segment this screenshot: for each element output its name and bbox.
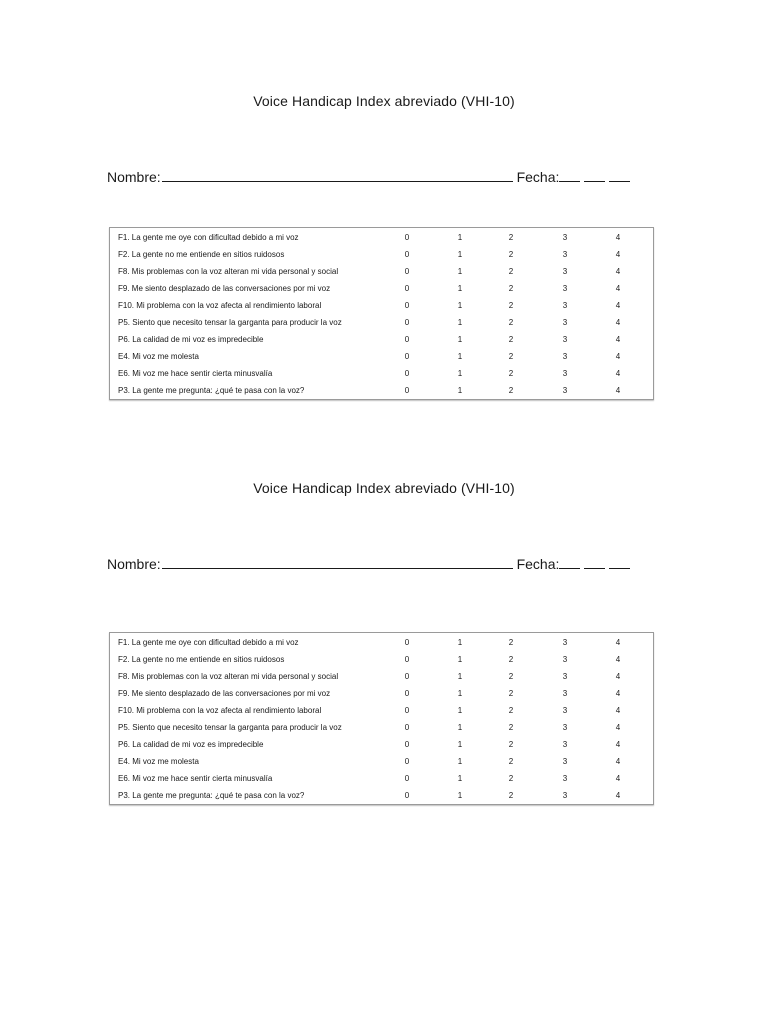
score-option-2[interactable]: 2 xyxy=(508,774,514,783)
score-option-1[interactable]: 1 xyxy=(457,369,463,378)
item-row xyxy=(110,668,653,685)
score-option-1[interactable]: 1 xyxy=(457,318,463,327)
item-text: F10. Mi problema con la voz afecta al rendimiento laboral xyxy=(118,301,322,310)
item-text: E6. Mi voz me hace sentir cierta minusvalía xyxy=(118,369,273,378)
score-option-3[interactable]: 3 xyxy=(562,740,568,749)
item-text: F9. Me siento desplazado de las conversaciones por mi voz xyxy=(118,689,331,698)
score-option-1[interactable]: 1 xyxy=(457,655,463,664)
item-row xyxy=(110,246,653,263)
score-option-1[interactable]: 1 xyxy=(457,352,463,361)
score-option-2[interactable]: 2 xyxy=(508,233,514,242)
score-option-1[interactable]: 1 xyxy=(457,672,463,681)
score-option-2[interactable]: 2 xyxy=(508,655,514,664)
score-option-3[interactable]: 3 xyxy=(562,672,568,681)
score-option-4[interactable]: 4 xyxy=(615,284,621,293)
score-option-4[interactable]: 4 xyxy=(615,233,621,242)
score-option-4[interactable]: 4 xyxy=(615,655,621,664)
score-option-0[interactable]: 0 xyxy=(404,267,410,276)
score-option-3[interactable]: 3 xyxy=(562,757,568,766)
score-option-0[interactable]: 0 xyxy=(404,655,410,664)
name-label: Nombre: xyxy=(107,169,161,185)
score-option-4[interactable]: 4 xyxy=(615,369,621,378)
item-row xyxy=(110,365,653,382)
score-option-2[interactable]: 2 xyxy=(508,791,514,800)
item-text: F10. Mi problema con la voz afecta al rendimiento laboral xyxy=(118,706,322,715)
score-option-2[interactable]: 2 xyxy=(508,386,514,395)
vhi-items-table xyxy=(109,632,654,805)
score-option-4[interactable]: 4 xyxy=(615,740,621,749)
item-text: P5. Siento que necesito tensar la garganta para producir la voz xyxy=(118,318,342,327)
score-option-2[interactable]: 2 xyxy=(508,740,514,749)
score-option-1[interactable]: 1 xyxy=(457,284,463,293)
score-option-3[interactable]: 3 xyxy=(562,638,568,647)
score-option-0[interactable]: 0 xyxy=(404,250,410,259)
item-text: P6. La calidad de mi voz es impredecible xyxy=(118,740,264,749)
score-option-2[interactable]: 2 xyxy=(508,301,514,310)
score-option-1[interactable]: 1 xyxy=(457,638,463,647)
score-option-2[interactable]: 2 xyxy=(508,250,514,259)
score-option-3[interactable]: 3 xyxy=(562,233,568,242)
score-option-0[interactable]: 0 xyxy=(404,638,410,647)
score-option-4[interactable]: 4 xyxy=(615,706,621,715)
date-month-field[interactable] xyxy=(584,556,605,569)
score-option-3[interactable]: 3 xyxy=(562,369,568,378)
item-text: P5. Siento que necesito tensar la garganta para producir la voz xyxy=(118,723,342,732)
score-option-2[interactable]: 2 xyxy=(508,689,514,698)
score-option-0[interactable]: 0 xyxy=(404,774,410,783)
score-option-0[interactable]: 0 xyxy=(404,301,410,310)
score-option-0[interactable]: 0 xyxy=(404,740,410,749)
score-option-3[interactable]: 3 xyxy=(562,250,568,259)
item-row xyxy=(110,685,653,702)
score-option-3[interactable]: 3 xyxy=(562,723,568,732)
score-option-3[interactable]: 3 xyxy=(562,352,568,361)
item-row xyxy=(110,634,653,651)
form-title: Voice Handicap Index abreviado (VHI-10) xyxy=(253,480,515,496)
item-text: F9. Me siento desplazado de las conversaciones por mi voz xyxy=(118,284,331,293)
score-option-1[interactable]: 1 xyxy=(457,233,463,242)
score-option-4[interactable]: 4 xyxy=(615,638,621,647)
score-option-0[interactable]: 0 xyxy=(404,318,410,327)
score-option-0[interactable]: 0 xyxy=(404,672,410,681)
score-option-4[interactable]: 4 xyxy=(615,386,621,395)
score-option-3[interactable]: 3 xyxy=(562,301,568,310)
score-option-2[interactable]: 2 xyxy=(508,369,514,378)
score-option-1[interactable]: 1 xyxy=(457,689,463,698)
score-option-0[interactable]: 0 xyxy=(404,284,410,293)
score-option-0[interactable]: 0 xyxy=(404,723,410,732)
score-option-4[interactable]: 4 xyxy=(615,301,621,310)
score-option-4[interactable]: 4 xyxy=(615,672,621,681)
score-option-3[interactable]: 3 xyxy=(562,386,568,395)
score-option-2[interactable]: 2 xyxy=(508,352,514,361)
score-option-1[interactable]: 1 xyxy=(457,706,463,715)
item-row xyxy=(110,297,653,314)
score-option-1[interactable]: 1 xyxy=(457,335,463,344)
score-option-0[interactable]: 0 xyxy=(404,386,410,395)
score-option-3[interactable]: 3 xyxy=(562,335,568,344)
score-option-4[interactable]: 4 xyxy=(615,335,621,344)
item-row xyxy=(110,314,653,331)
score-option-3[interactable]: 3 xyxy=(562,267,568,276)
score-option-2[interactable]: 2 xyxy=(508,706,514,715)
score-option-4[interactable]: 4 xyxy=(615,318,621,327)
item-text: P3. La gente me pregunta: ¿qué te pasa con la voz? xyxy=(118,791,305,800)
score-option-0[interactable]: 0 xyxy=(404,369,410,378)
score-option-3[interactable]: 3 xyxy=(562,791,568,800)
score-option-4[interactable]: 4 xyxy=(615,250,621,259)
score-option-0[interactable]: 0 xyxy=(404,335,410,344)
score-option-3[interactable]: 3 xyxy=(562,318,568,327)
item-text: F2. La gente no me entiende en sitios ruidosos xyxy=(118,250,285,259)
vhi-items-table xyxy=(109,227,654,400)
score-option-4[interactable]: 4 xyxy=(615,352,621,361)
item-row xyxy=(110,787,653,804)
score-option-0[interactable]: 0 xyxy=(404,233,410,242)
date-year-field[interactable] xyxy=(609,169,630,182)
score-option-3[interactable]: 3 xyxy=(562,284,568,293)
date-year-field[interactable] xyxy=(609,556,630,569)
score-option-4[interactable]: 4 xyxy=(615,791,621,800)
score-option-2[interactable]: 2 xyxy=(508,723,514,732)
form-title: Voice Handicap Index abreviado (VHI-10) xyxy=(253,93,515,109)
item-text: F8. Mis problemas con la voz alteran mi vida personal y social xyxy=(118,267,339,276)
name-date-line xyxy=(107,169,630,185)
score-option-1[interactable]: 1 xyxy=(457,723,463,732)
score-option-3[interactable]: 3 xyxy=(562,655,568,664)
score-option-1[interactable]: 1 xyxy=(457,386,463,395)
score-option-4[interactable]: 4 xyxy=(615,757,621,766)
item-row xyxy=(110,753,653,770)
date-day-field[interactable] xyxy=(559,556,580,569)
date-day-field[interactable] xyxy=(559,169,580,182)
score-option-2[interactable]: 2 xyxy=(508,267,514,276)
item-row xyxy=(110,229,653,246)
name-field[interactable] xyxy=(162,169,513,182)
item-text: F1. La gente me oye con dificultad debido a mi voz xyxy=(118,233,299,242)
score-option-3[interactable]: 3 xyxy=(562,706,568,715)
item-text: E4. Mi voz me molesta xyxy=(118,757,199,766)
name-label: Nombre: xyxy=(107,556,161,572)
score-option-4[interactable]: 4 xyxy=(615,689,621,698)
score-option-1[interactable]: 1 xyxy=(457,250,463,259)
score-option-2[interactable]: 2 xyxy=(508,284,514,293)
score-option-0[interactable]: 0 xyxy=(404,757,410,766)
item-row xyxy=(110,382,653,399)
item-row xyxy=(110,719,653,736)
date-label: Fecha: xyxy=(516,169,560,185)
item-row xyxy=(110,280,653,297)
score-option-4[interactable]: 4 xyxy=(615,267,621,276)
score-option-4[interactable]: 4 xyxy=(615,774,621,783)
score-option-0[interactable]: 0 xyxy=(404,689,410,698)
name-field[interactable] xyxy=(162,556,513,569)
score-option-1[interactable]: 1 xyxy=(457,757,463,766)
score-option-3[interactable]: 3 xyxy=(562,774,568,783)
date-month-field[interactable] xyxy=(584,169,605,182)
item-row xyxy=(110,331,653,348)
score-option-0[interactable]: 0 xyxy=(404,706,410,715)
item-row xyxy=(110,702,653,719)
item-text: F1. La gente me oye con dificultad debido a mi voz xyxy=(118,638,299,647)
item-row xyxy=(110,263,653,280)
score-option-2[interactable]: 2 xyxy=(508,757,514,766)
item-text: P3. La gente me pregunta: ¿qué te pasa con la voz? xyxy=(118,386,305,395)
score-option-2[interactable]: 2 xyxy=(508,638,514,647)
item-row xyxy=(110,736,653,753)
score-option-2[interactable]: 2 xyxy=(508,672,514,681)
item-row xyxy=(110,348,653,365)
item-text: P6. La calidad de mi voz es impredecible xyxy=(118,335,264,344)
item-row xyxy=(110,770,653,787)
score-option-0[interactable]: 0 xyxy=(404,791,410,800)
name-date-line xyxy=(107,556,630,572)
item-text: E4. Mi voz me molesta xyxy=(118,352,199,361)
item-text: F8. Mis problemas con la voz alteran mi vida personal y social xyxy=(118,672,339,681)
score-option-1[interactable]: 1 xyxy=(457,301,463,310)
score-option-1[interactable]: 1 xyxy=(457,774,463,783)
date-label: Fecha: xyxy=(516,556,560,572)
score-option-1[interactable]: 1 xyxy=(457,267,463,276)
score-option-2[interactable]: 2 xyxy=(508,318,514,327)
score-option-3[interactable]: 3 xyxy=(562,689,568,698)
item-row xyxy=(110,651,653,668)
score-option-1[interactable]: 1 xyxy=(457,740,463,749)
item-text: F2. La gente no me entiende en sitios ruidosos xyxy=(118,655,285,664)
score-option-2[interactable]: 2 xyxy=(508,335,514,344)
item-text: E6. Mi voz me hace sentir cierta minusvalía xyxy=(118,774,273,783)
score-option-1[interactable]: 1 xyxy=(457,791,463,800)
score-option-0[interactable]: 0 xyxy=(404,352,410,361)
score-option-4[interactable]: 4 xyxy=(615,723,621,732)
